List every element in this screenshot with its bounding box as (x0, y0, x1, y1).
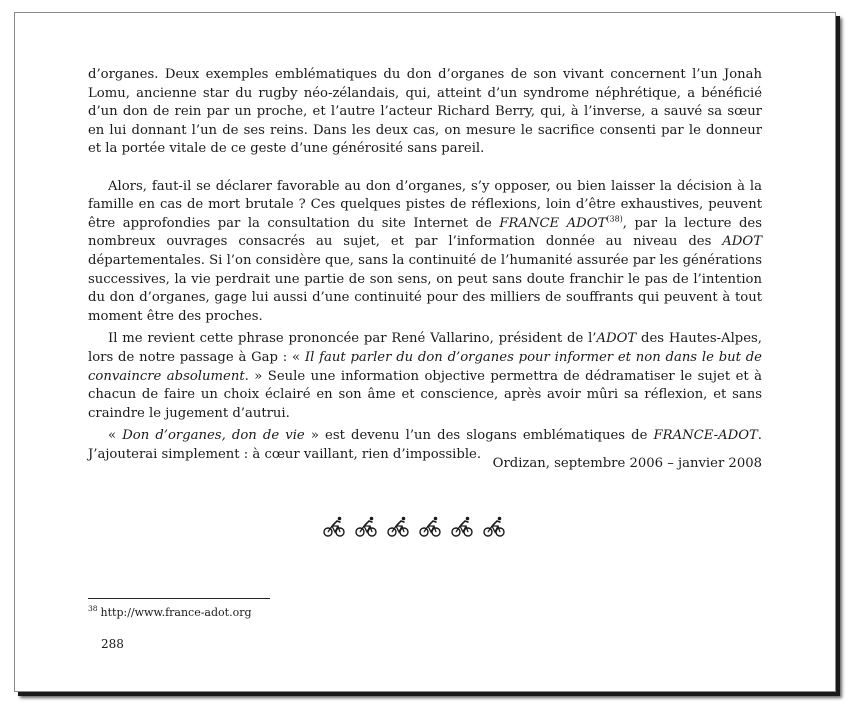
footnote-text: http://www.france-adot.org (100, 606, 252, 619)
paragraph-3 (88, 330, 762, 423)
vallarino-quote: Il faut parler du don d’organes pour informer et non dans le but de convaincre absolument. (88, 349, 762, 384)
footnote-divider (88, 598, 270, 599)
page-number: 288 (101, 637, 124, 651)
paragraph-1: d’organes. Deux exemples emblématiques du don d’organes de son vivant concernent l’un Jonah Lomu, ancienne star du rugby néo-zélandais, qui, atteint d’un syndrome néphrétique, a bénéficié d’un don de rein par un proche, et l’autre l’acteur Richard Berry, qui, à l’inverse, a sauvé sa sœur en lui donnant l’un de ses reins. Dans les deux cas, on mesure le sacrifice consenti par le donneur et la portée vitale de ce geste d’une générosité sans pareil. (88, 67, 762, 157)
paragraph-2-text-1: Alors, faut-il se déclarer favorable au don d’organes, s’y opposer, ou bien laisser la décision à la famille en cas de mort brutale ? Ces quelques pistes de réflexions, loin d’être exhaustives, peuvent être approfondies par la consultation du site Internet de (88, 178, 762, 231)
paragraph-4-text-3: . J’ajouterai simplement : à cœur vaillant, rien d’impossible. (88, 428, 762, 462)
paragraph-4-text-1: « (108, 428, 123, 444)
cyclist-icon (322, 514, 346, 538)
signature-line: Ordizan, septembre 2006 – janvier 2008 (492, 456, 762, 471)
cyclist-icon (386, 514, 410, 538)
footnote-ref: (38) (606, 214, 623, 224)
paragraph-2 (88, 178, 762, 327)
page-body (88, 66, 762, 464)
adot-italic: ADOT (596, 331, 637, 347)
france-adot-italic: FRANCE-ADOT (653, 428, 758, 444)
paragraph-3-text-1: Il me revient cette phrase prononcée par René Vallarino, président de l’ (108, 331, 597, 347)
paragraph-4-text-2: » est devenu l’un des slogans emblématiques de (304, 428, 654, 444)
footnote (88, 606, 252, 619)
cyclist-icon (450, 514, 474, 538)
ornament-row (322, 514, 506, 538)
france-adot-italic: FRANCE ADOT (499, 215, 607, 231)
cyclist-icon (354, 514, 378, 538)
paragraph-3-text-3: » Seule une information objective permettra de dédramatiser le sujet et à chacun de faire un choix éclairé en son âme et conscience, après avoir mûri sa réflexion, et sans craindre le jugement d’autrui. (88, 368, 762, 421)
cyclist-icon (482, 514, 506, 538)
adot-italic: ADOT (722, 234, 762, 250)
cyclist-icon (418, 514, 442, 538)
slogan-quote: Don d’organes, don de vie (122, 428, 305, 444)
paragraph-2-text-3: départementales. Si l’on considère que, sans la continuité de l’humanité assurée par les générations successives, la vie perdrait une partie de son sens, on peut sans doute franchir le pas de l’intention du don d’organes, gage lui aussi d’une continuité pour des milliers de souffrants qui peuvent à tout moment être des proches. (88, 252, 762, 324)
paragraph-2-text-2: , par la lecture des nombreux ouvrages consacrés au sujet, et par l’information donnée au niveau des (88, 215, 762, 250)
paragraph-3-text-2: des Hautes-Alpes, lors de notre passage à Gap : « (88, 331, 762, 365)
footnote-number: 38 (88, 604, 98, 614)
